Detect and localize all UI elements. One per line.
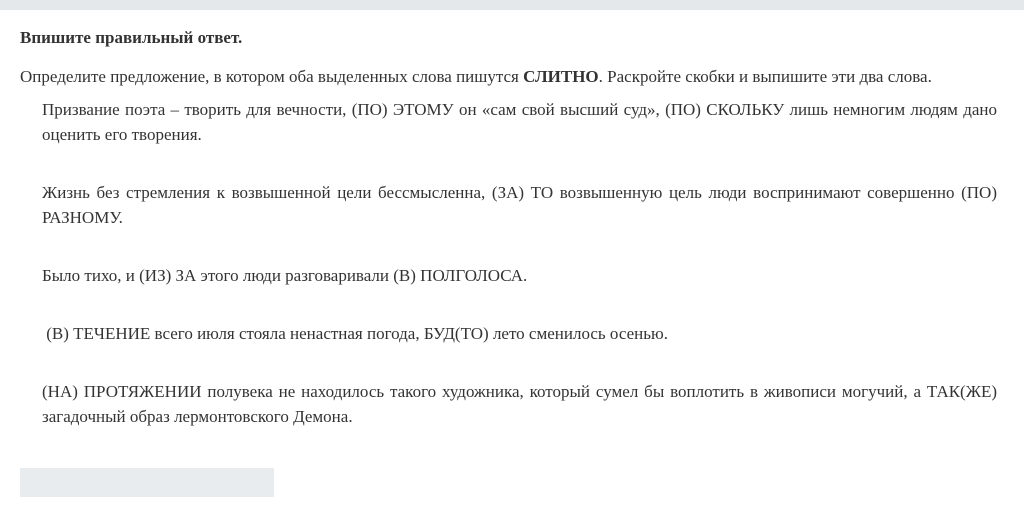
answer-input[interactable] bbox=[20, 468, 274, 497]
sentence-4: (В) ТЕЧЕНИЕ всего июля стояла ненастная погода, БУД(ТО) лето сменилось осенью. bbox=[42, 324, 668, 343]
question-text-end: . Раскройте скобки и выпишите эти два слова. bbox=[598, 67, 932, 86]
sentence-1: Призвание поэта – творить для вечности, (ПО) ЭТОМУ он «сам свой высший суд», (ПО) СКОЛЬКУ лишь немногим людям дано оценить его творения. bbox=[42, 100, 997, 144]
question-text-start: Определите предложение, в котором оба выделенных слова пишутся bbox=[20, 67, 524, 86]
sentence-list bbox=[42, 97, 997, 462]
task-instruction: Впишите правильный ответ. bbox=[20, 28, 243, 47]
task-question bbox=[20, 67, 1010, 87]
top-bar bbox=[0, 0, 1024, 10]
sentence-2: Жизнь без стремления к возвышенной цели бессмысленна, (ЗА) ТО возвышенную цель люди воспринимают совершенно (ПО) РАЗНОМУ. bbox=[42, 183, 997, 227]
question-keyword: СЛИТНО bbox=[523, 67, 599, 86]
sentence-3: Было тихо, и (ИЗ) ЗА этого люди разговаривали (В) ПОЛГОЛОСА. bbox=[42, 266, 528, 285]
sentence-5: (НА) ПРОТЯЖЕНИИ полувека не находилось такого художника, который сумел бы воплотить в живописи могучий, а ТАК(ЖЕ) загадочный образ лермонтовского Демона. bbox=[42, 382, 997, 426]
